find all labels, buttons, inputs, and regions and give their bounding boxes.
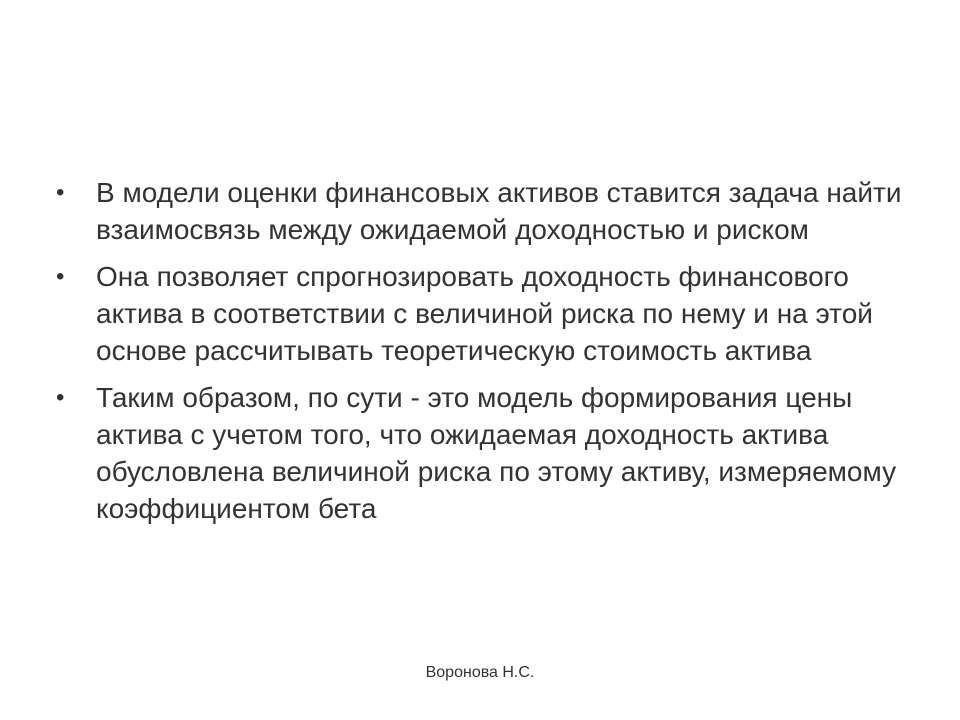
bullet-item-3 — [56, 379, 916, 527]
bullet-text-1: В модели оценки финансовых активов ставится задача найти взаимосвязь между ожидаемой доходностью и риском — [96, 177, 902, 245]
bullet-list — [56, 174, 916, 537]
bullet-text-3: Таким образом, по сути - это модель формирования цены актива с учетом того, что ожидаемая доходность актива обусловлена величиной риска по этому активу, измеряемому коэффициентом бета — [96, 382, 897, 524]
bullet-icon: • — [56, 179, 65, 206]
bullet-text-2: Она позволяет спрогнозировать доходность финансового актива в соответствии с величиной риска по нему и на этой основе рассчитывать теоретическую стоимость актива — [96, 261, 873, 366]
bullet-item-1 — [56, 174, 916, 248]
bullet-icon: • — [56, 263, 65, 290]
footer-author: Воронова Н.С. — [425, 664, 535, 681]
bullet-item-2 — [56, 258, 916, 369]
bullet-icon: • — [56, 384, 65, 411]
